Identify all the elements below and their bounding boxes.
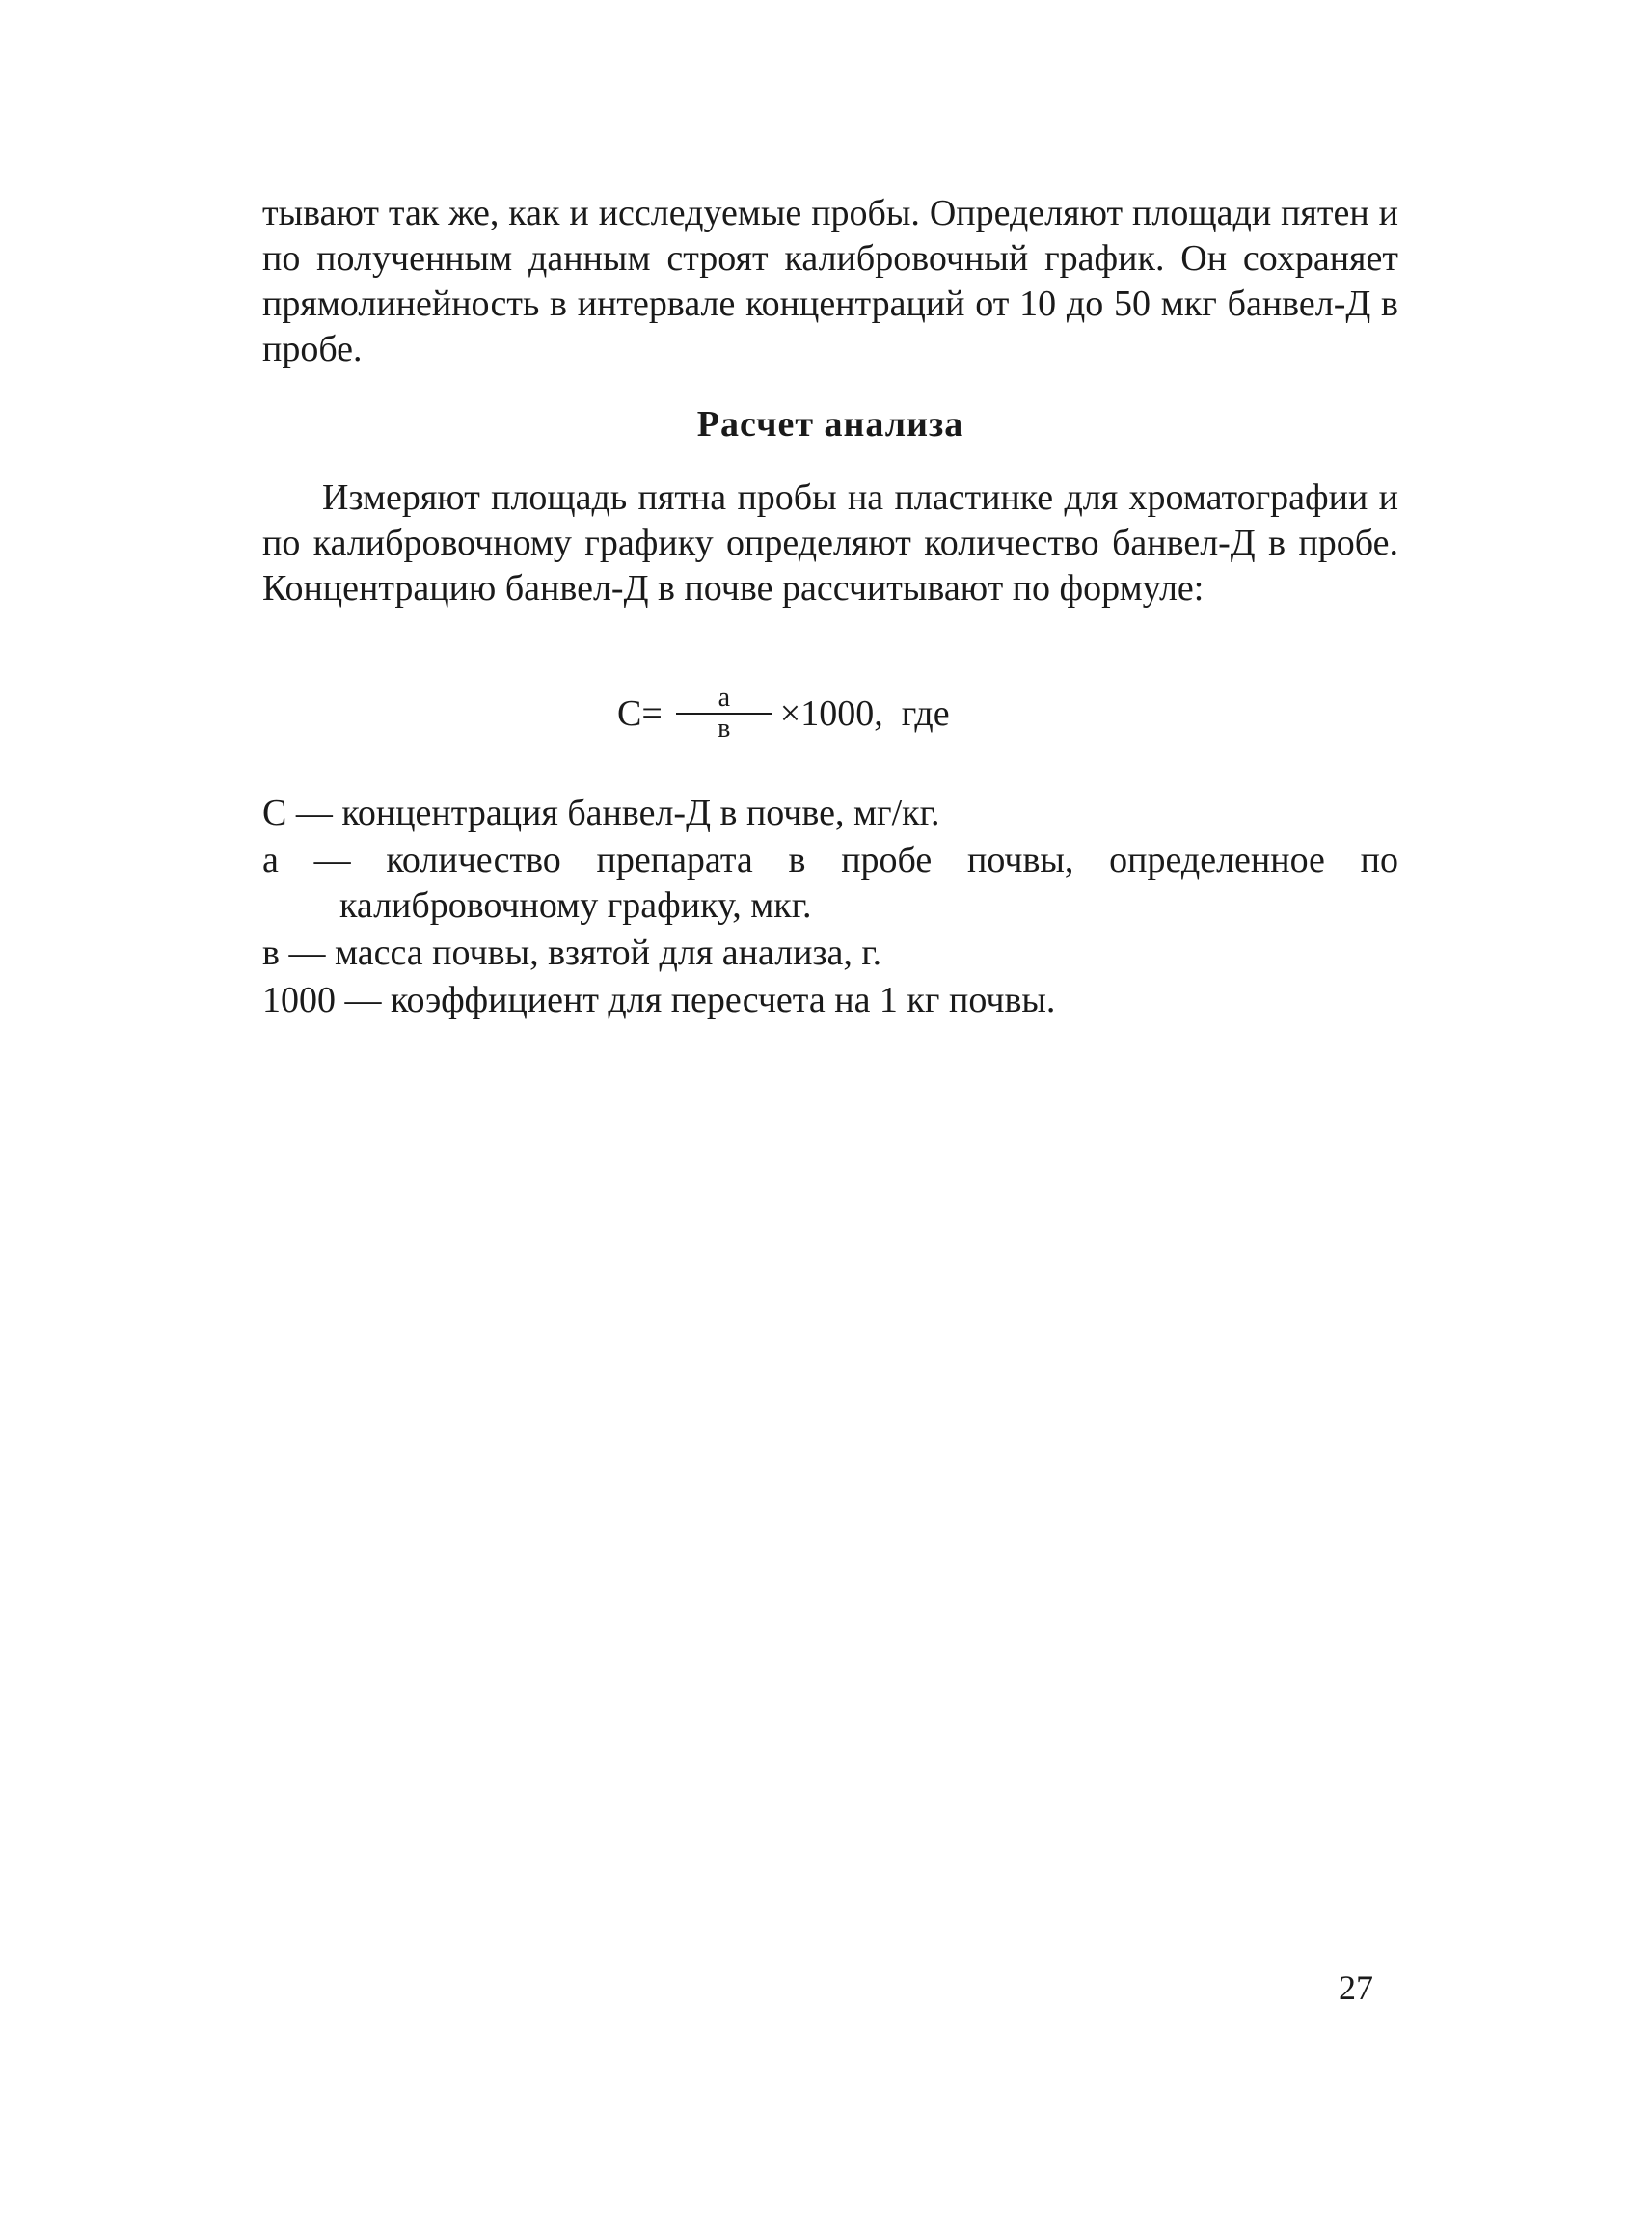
paragraph-2: Измеряют площадь пятна пробы на пластинке для хроматографии и по калибровочному графику определяют количество банвел-Д в пробе. Концентрацию банвел-Д в почве рассчитывают по формуле:	[262, 477, 1398, 609]
legend-item-v: в — масса почвы, взятой для анализа, г.	[262, 933, 882, 973]
formula-numerator: a	[718, 683, 730, 713]
paragraph-1: тывают так же, как и исследуемые пробы. Определяют площади пятен и по полученным данным строят калибровочный график. Он сохраняет прямолинейность в интервале концентраций от 10 до 50 мкг банвел-Д в пробе.	[262, 193, 1398, 369]
formula-rhs: ×1000, где	[779, 693, 950, 734]
formula-fraction	[676, 684, 772, 744]
page-number: 27	[1339, 1968, 1373, 2007]
formula	[617, 675, 950, 752]
formula-denominator: в	[718, 714, 731, 744]
formula-lhs: C=	[617, 693, 663, 734]
formula-legend	[262, 791, 1398, 1025]
section-heading: Расчет анализа	[696, 404, 964, 445]
legend-item-a: a — количество препарата в пробе почвы, определенное по калибровочному графику, мкг.	[262, 840, 1398, 926]
legend-item-1000: 1000 — коэффициент для пересчета на 1 кг почвы.	[262, 980, 1056, 1020]
legend-item-c: C — концентрация банвел-Д в почве, мг/кг.	[262, 793, 940, 833]
